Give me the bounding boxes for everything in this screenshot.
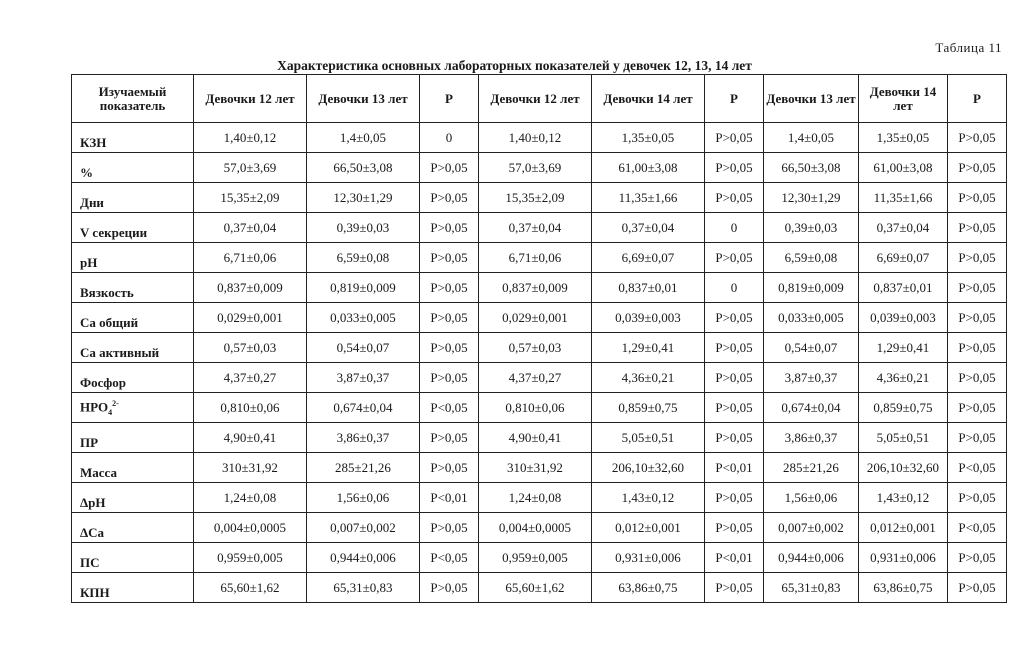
p-value-cell: P>0,05	[705, 363, 764, 393]
table-row	[72, 183, 1007, 213]
row-label: Са активный	[72, 333, 194, 363]
column-header: Девочки 12 лет	[479, 75, 592, 123]
value-cell: 0,859±0,75	[592, 393, 705, 423]
table-row	[72, 423, 1007, 453]
row-label: ПС	[72, 543, 194, 573]
value-cell: 0,931±0,006	[592, 543, 705, 573]
value-cell: 3,87±0,37	[764, 363, 859, 393]
value-cell: 0,37±0,04	[479, 213, 592, 243]
value-cell: 6,59±0,08	[764, 243, 859, 273]
value-cell: 285±21,26	[307, 453, 420, 483]
table-row	[72, 303, 1007, 333]
p-value-cell: P>0,05	[420, 213, 479, 243]
value-cell: 0,57±0,03	[194, 333, 307, 363]
value-cell: 0,674±0,04	[764, 393, 859, 423]
value-cell: 6,71±0,06	[479, 243, 592, 273]
p-value-cell: P>0,05	[420, 453, 479, 483]
value-cell: 0,837±0,01	[592, 273, 705, 303]
value-cell: 285±21,26	[764, 453, 859, 483]
value-cell: 3,87±0,37	[307, 363, 420, 393]
column-header: Девочки 13 лет	[764, 75, 859, 123]
p-value-cell: P<0,01	[420, 483, 479, 513]
table-row	[72, 573, 1007, 603]
value-cell: 0,039±0,003	[859, 303, 948, 333]
p-value-cell: P>0,05	[420, 183, 479, 213]
value-cell: 5,05±0,51	[859, 423, 948, 453]
value-cell: 3,86±0,37	[307, 423, 420, 453]
value-cell: 0,37±0,04	[859, 213, 948, 243]
p-value-cell: P>0,05	[420, 423, 479, 453]
p-value-cell: P>0,05	[420, 303, 479, 333]
row-label: КПН	[72, 573, 194, 603]
row-label: Са общий	[72, 303, 194, 333]
value-cell: 0,007±0,002	[764, 513, 859, 543]
value-cell: 0,033±0,005	[764, 303, 859, 333]
value-cell: 0,931±0,006	[859, 543, 948, 573]
p-value-cell: P>0,05	[948, 273, 1007, 303]
value-cell: 15,35±2,09	[194, 183, 307, 213]
p-value-cell: P>0,05	[705, 183, 764, 213]
value-cell: 12,30±1,29	[307, 183, 420, 213]
row-label: ΔCa	[72, 513, 194, 543]
header-row	[72, 75, 1007, 123]
table-body	[72, 123, 1007, 603]
value-cell: 63,86±0,75	[592, 573, 705, 603]
p-value-cell: 0	[420, 123, 479, 153]
value-cell: 0,37±0,04	[592, 213, 705, 243]
row-label: Дни	[72, 183, 194, 213]
value-cell: 0,859±0,75	[859, 393, 948, 423]
p-value-cell: P>0,05	[705, 483, 764, 513]
p-value-cell: P>0,05	[705, 303, 764, 333]
value-cell: 57,0±3,69	[479, 153, 592, 183]
value-cell: 0,819±0,009	[764, 273, 859, 303]
table-row	[72, 213, 1007, 243]
column-header: Девочки 14 лет	[592, 75, 705, 123]
p-value-cell: P>0,05	[420, 363, 479, 393]
value-cell: 66,50±3,08	[307, 153, 420, 183]
p-value-cell: P>0,05	[948, 543, 1007, 573]
value-cell: 0,674±0,04	[307, 393, 420, 423]
column-header-indicator: Изучаемый показатель	[72, 75, 194, 123]
value-cell: 0,54±0,07	[307, 333, 420, 363]
value-cell: 1,43±0,12	[592, 483, 705, 513]
value-cell: 6,69±0,07	[592, 243, 705, 273]
value-cell: 0,39±0,03	[764, 213, 859, 243]
value-cell: 57,0±3,69	[194, 153, 307, 183]
value-cell: 66,50±3,08	[764, 153, 859, 183]
p-value-cell: 0	[705, 213, 764, 243]
row-label: pH	[72, 243, 194, 273]
p-value-cell: P>0,05	[948, 483, 1007, 513]
value-cell: 1,35±0,05	[859, 123, 948, 153]
value-cell: 1,29±0,41	[859, 333, 948, 363]
value-cell: 6,71±0,06	[194, 243, 307, 273]
row-label: КЗН	[72, 123, 194, 153]
value-cell: 1,4±0,05	[764, 123, 859, 153]
p-value-cell: P>0,05	[948, 303, 1007, 333]
value-cell: 0,54±0,07	[764, 333, 859, 363]
row-label: $HPO_4^{2-}$	[72, 393, 194, 423]
row-label: V секреции	[72, 213, 194, 243]
value-cell: 0,012±0,001	[592, 513, 705, 543]
value-cell: 0,029±0,001	[194, 303, 307, 333]
value-cell: 1,40±0,12	[479, 123, 592, 153]
table-row	[72, 363, 1007, 393]
value-cell: 0,029±0,001	[479, 303, 592, 333]
p-value-cell: P>0,05	[420, 573, 479, 603]
value-cell: 15,35±2,09	[479, 183, 592, 213]
p-value-cell: P<0,01	[705, 453, 764, 483]
row-label: Вязкость	[72, 273, 194, 303]
value-cell: 65,31±0,83	[307, 573, 420, 603]
table-title: Характеристика основных лабораторных показателей у девочек 12, 13, 14 лет	[277, 58, 752, 73]
table-row	[72, 483, 1007, 513]
column-header: Девочки 12 лет	[194, 75, 307, 123]
p-value-cell: 0	[705, 273, 764, 303]
value-cell: 1,35±0,05	[592, 123, 705, 153]
p-value-cell: P>0,05	[705, 393, 764, 423]
p-value-cell: P<0,01	[705, 543, 764, 573]
value-cell: 0,819±0,009	[307, 273, 420, 303]
value-cell: 0,959±0,005	[479, 543, 592, 573]
value-cell: 1,56±0,06	[307, 483, 420, 513]
table-row	[72, 543, 1007, 573]
table-row	[72, 153, 1007, 183]
value-cell: 11,35±1,66	[859, 183, 948, 213]
value-cell: 65,60±1,62	[479, 573, 592, 603]
value-cell: 4,90±0,41	[479, 423, 592, 453]
row-label: Масса	[72, 453, 194, 483]
value-cell: 0,837±0,009	[194, 273, 307, 303]
value-cell: 1,29±0,41	[592, 333, 705, 363]
value-cell: 310±31,92	[194, 453, 307, 483]
p-value-cell: P>0,05	[948, 573, 1007, 603]
value-cell: 4,36±0,21	[859, 363, 948, 393]
value-cell: 4,90±0,41	[194, 423, 307, 453]
value-cell: 0,37±0,04	[194, 213, 307, 243]
p-value-cell: P>0,05	[705, 423, 764, 453]
value-cell: 1,40±0,12	[194, 123, 307, 153]
value-cell: 3,86±0,37	[764, 423, 859, 453]
value-cell: 310±31,92	[479, 453, 592, 483]
value-cell: 61,00±3,08	[859, 153, 948, 183]
p-value-cell: P>0,05	[948, 123, 1007, 153]
value-cell: 0,810±0,06	[479, 393, 592, 423]
row-label: Фосфор	[72, 363, 194, 393]
value-cell: 4,37±0,27	[479, 363, 592, 393]
p-value-cell: P>0,05	[948, 213, 1007, 243]
table-row	[72, 393, 1007, 423]
p-value-cell: P>0,05	[948, 393, 1007, 423]
column-header: Девочки 13 лет	[307, 75, 420, 123]
value-cell: 0,004±0,0005	[479, 513, 592, 543]
table-row	[72, 273, 1007, 303]
value-cell: 206,10±32,60	[592, 453, 705, 483]
p-value-cell: P>0,05	[705, 243, 764, 273]
table-row	[72, 453, 1007, 483]
value-cell: 5,05±0,51	[592, 423, 705, 453]
value-cell: 0,012±0,001	[859, 513, 948, 543]
value-cell: 61,00±3,08	[592, 153, 705, 183]
p-value-cell: P>0,05	[420, 333, 479, 363]
value-cell: 6,69±0,07	[859, 243, 948, 273]
p-value-cell: P>0,05	[948, 363, 1007, 393]
value-cell: 0,007±0,002	[307, 513, 420, 543]
table-row	[72, 513, 1007, 543]
p-value-cell: P>0,05	[420, 273, 479, 303]
row-label: ПР	[72, 423, 194, 453]
column-header: Р	[705, 75, 764, 123]
value-cell: 4,36±0,21	[592, 363, 705, 393]
value-cell: 0,959±0,005	[194, 543, 307, 573]
p-value-cell: P>0,05	[948, 153, 1007, 183]
value-cell: 0,033±0,005	[307, 303, 420, 333]
p-value-cell: P>0,05	[948, 243, 1007, 273]
lab-indicators-table	[71, 74, 1007, 603]
column-header: Девочки 14 лет	[859, 75, 948, 123]
value-cell: 65,31±0,83	[764, 573, 859, 603]
value-cell: 6,59±0,08	[307, 243, 420, 273]
value-cell: 206,10±32,60	[859, 453, 948, 483]
p-value-cell: P>0,05	[420, 243, 479, 273]
table-number-label: Таблица 11	[935, 40, 1002, 55]
row-label: ΔpH	[72, 483, 194, 513]
column-header: Р	[948, 75, 1007, 123]
value-cell: 1,43±0,12	[859, 483, 948, 513]
value-cell: 0,837±0,01	[859, 273, 948, 303]
value-cell: 1,24±0,08	[194, 483, 307, 513]
p-value-cell: P<0,05	[420, 393, 479, 423]
p-value-cell: P>0,05	[420, 513, 479, 543]
p-value-cell: P>0,05	[705, 153, 764, 183]
value-cell: 4,37±0,27	[194, 363, 307, 393]
p-value-cell: P<0,05	[420, 543, 479, 573]
p-value-cell: P>0,05	[705, 513, 764, 543]
value-cell: 0,944±0,006	[307, 543, 420, 573]
value-cell: 0,810±0,06	[194, 393, 307, 423]
value-cell: 0,944±0,006	[764, 543, 859, 573]
p-value-cell: P>0,05	[705, 573, 764, 603]
table-row	[72, 123, 1007, 153]
table-row	[72, 333, 1007, 363]
value-cell: 1,56±0,06	[764, 483, 859, 513]
value-cell: 11,35±1,66	[592, 183, 705, 213]
value-cell: 1,4±0,05	[307, 123, 420, 153]
column-header: Р	[420, 75, 479, 123]
value-cell: 0,004±0,0005	[194, 513, 307, 543]
p-value-cell: P>0,05	[705, 333, 764, 363]
table-row	[72, 243, 1007, 273]
p-value-cell: P>0,05	[420, 153, 479, 183]
value-cell: 0,039±0,003	[592, 303, 705, 333]
p-value-cell: P<0,05	[948, 453, 1007, 483]
value-cell: 0,39±0,03	[307, 213, 420, 243]
value-cell: 0,57±0,03	[479, 333, 592, 363]
value-cell: 1,24±0,08	[479, 483, 592, 513]
value-cell: 63,86±0,75	[859, 573, 948, 603]
p-value-cell: P>0,05	[948, 423, 1007, 453]
p-value-cell: P>0,05	[948, 333, 1007, 363]
value-cell: 0,837±0,009	[479, 273, 592, 303]
row-label: %	[72, 153, 194, 183]
p-value-cell: P>0,05	[948, 183, 1007, 213]
value-cell: 65,60±1,62	[194, 573, 307, 603]
p-value-cell: P<0,05	[948, 513, 1007, 543]
value-cell: 12,30±1,29	[764, 183, 859, 213]
p-value-cell: P>0,05	[705, 123, 764, 153]
